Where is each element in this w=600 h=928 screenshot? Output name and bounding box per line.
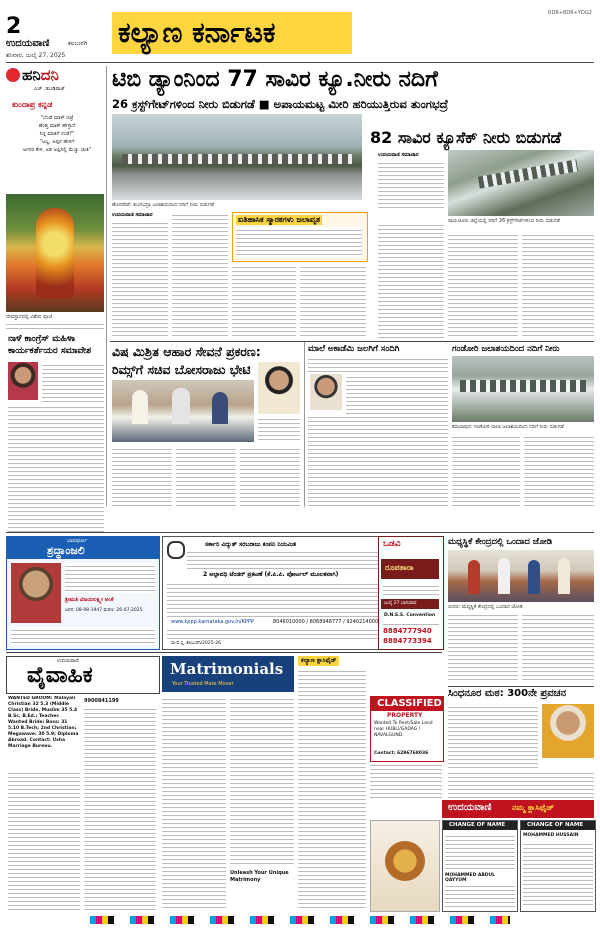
gandori-col-1 <box>452 434 520 506</box>
congress-headline-1: ನಾಳೆ ಕಾಂಗ್ರೆಸ್ ಮಹಿಳಾ <box>8 334 76 344</box>
food-minister-photo <box>258 362 300 414</box>
story82-col-2 <box>448 232 518 338</box>
lead-subhead: 26 ಕ್ರಸ್ಟ್‌ಗೇಟ್‌ಗಳಿಂದ ನೀರು ಬಿಡುಗಡೆ ■ ಅಪಾಯಮಟ್ಟ ಮೀರಿ ಹರಿಯುತ್ತಿರುವ ತುಂಗಭದ್ರೆ <box>112 97 449 111</box>
section-title: ಕಲ್ಯಾಣ ಕರ್ನಾಟಕ <box>118 16 276 49</box>
malige-text-c <box>308 414 448 506</box>
classified-title: CLASSIFIED <box>377 698 442 709</box>
odavi-shop: ರೂಪತಾರಾ <box>385 563 414 572</box>
page-number: 2 <box>6 14 22 39</box>
food-photo <box>112 380 254 442</box>
sindhanur-text-b <box>448 770 594 798</box>
shraddhanjali-photo <box>11 563 61 623</box>
tender-title: ಸರ್ಕಾರಿ ವಿದ್ಯುತ್ ಸರಬರಾಜು ಕಂಪನಿ ನಿಯಮಿತ <box>205 541 297 548</box>
congress-headline-2: ಕಾರ್ಯಕರ್ತೆಯರ ಸಮಾವೇಶ <box>8 346 92 356</box>
odavi-phone-1: 8884777940 <box>383 627 432 635</box>
odavi-main <box>378 536 444 650</box>
lead-headline: ಟಿಬಿ ಡ್ಯಾಂನಿಂದ 77 ಸಾವಿರ ಕ್ಯೂ.ನೀರು ನದಿಗೆ <box>112 67 438 92</box>
masthead-rule <box>6 62 594 63</box>
gandori-headline: ಗಂಡೋರಿ ಜಲಾಶಯದಿಂದ ನದಿಗೆ ನೀರು <box>452 344 560 354</box>
lead-dateline: ಉದಯವಾಣಿ ಸಮಾಚಾರ <box>112 212 153 218</box>
hanidani-verse <box>12 114 102 154</box>
food-col-3 <box>240 446 300 506</box>
lead-col-4 <box>300 264 366 338</box>
temple-caption-lines <box>6 321 104 331</box>
food-col-1 <box>112 446 172 506</box>
vaivahika-col-3 <box>162 696 226 910</box>
con1-title: CHANGE OF NAME <box>449 822 506 828</box>
vaivahika-col-2 <box>84 706 156 910</box>
con1-person: MOHAMMED ABDUL QAYYUM <box>445 873 496 883</box>
matrimonials-sub: Your Trusted Mate Mover <box>172 681 234 687</box>
tender-logo <box>167 541 185 559</box>
hanidani-byline: ಎಚ್. ಡುಂಡಿರಾಜ್ <box>34 86 65 92</box>
gandori-col-2 <box>524 434 594 506</box>
lead-dam-photo <box>112 114 362 200</box>
vaivahika-header <box>6 656 160 694</box>
story82-col-3 <box>522 232 594 338</box>
food-side-text <box>258 416 300 442</box>
congress-text-b <box>8 404 104 532</box>
classified-header-small: ಕಲ್ಯಾಣ ಕ್ಲಾಸಿಫೈಡ್ <box>298 656 339 666</box>
verse-line: ಹೆಂಡ್ತಿ ಮಾತ್ ಹೇಳ್ತಾನೆ <box>38 123 76 129</box>
shraddhanjali-name: ಶ್ರೀಮತಿ ವಿಜಯಲಕ್ಷ್ಮೀ ಅಂಕೆ <box>65 597 114 603</box>
story82-caption: ರಾಯಚೂರು ಜಿಲ್ಲೆಯಲ್ಲಿ ನದಿಗೆ 26 ಕ್ರಸ್ಟ್‌ಗೇಟ್‌ಗಳಿಂದ ನೀರು ಬಿಡುಗಡೆ <box>448 218 560 224</box>
tender-phone: 8046010000 / 8068948777 / 9240214000 <box>273 619 379 625</box>
center-story-photo <box>448 550 594 602</box>
temple-photo <box>6 194 104 312</box>
tender-website[interactable]: www.kppp.karnataka.gov.in/KPPP <box>171 619 254 625</box>
odavi-label: D.N.S.S. Convention <box>384 613 436 618</box>
sindhanur-headline: ಸಿಂಧನೂರ ಮಠ: 300ನೇ ಪ್ರವಚನ <box>448 688 567 699</box>
tender-footer: ಸಾ.ಪ.ಸ್ತ. ಕಲಬುರಗಿ/2025-26 <box>171 641 221 646</box>
story82-headline: 82 ಸಾವಿರ ಕ್ಯೂಸೆಕ್ ನೀರು ಬಿಡುಗಡೆ <box>370 128 562 147</box>
verse-line: ನಿನ್ನ ಮಾತಿಗೆ ರಂಡೆ?" <box>39 131 75 137</box>
change-of-name-2 <box>520 820 596 912</box>
hanidani-logo <box>6 68 20 82</box>
classified-col-2 <box>370 762 442 798</box>
center-col-2 <box>522 612 594 682</box>
mid-rule-3 <box>6 652 442 653</box>
sindhanur-photo <box>542 704 594 758</box>
shraddhanjali-title: ಶ್ರದ್ಧಾಂಜಲಿ <box>47 544 85 557</box>
malige-text-a <box>308 356 448 372</box>
gandori-photo <box>452 356 594 422</box>
center-col-1 <box>448 612 518 682</box>
story82-dateline: ಉದಯವಾಣಿ ಸಮಾಚಾರ <box>378 152 419 158</box>
vaivahika-title-small: ಉದಯವಾಣಿ <box>57 658 79 664</box>
story82-text-a <box>378 160 444 210</box>
city-label: ಕಲಬುರಗಿ <box>68 40 88 47</box>
vaivahika-phone: 9900841199 <box>84 698 119 704</box>
vaivahika-unleash: Unleash Your Unique Matrimony <box>230 870 289 883</box>
date-label: ಶನಿವಾರ, ಜುಲೈ 27, 2025 <box>6 52 66 59</box>
classified-sub: PROPERTY <box>387 712 423 719</box>
story82-col-1 <box>378 222 444 338</box>
heritage-box <box>232 212 368 262</box>
wanted-groom: WANTED GROOM: Malayali Christian 32 5.3 (Middle Class) Bride, Muslim 35 5.4 B.Sc, B.Ed.; Teacher. Wanted Bride: Boss: 31 5.10 B.Tech; 2nd Christian; Megawave: 30 5.9; Diploma Abroad. Contact: Usha Marriage Bureau. <box>8 696 79 749</box>
shraddhanjali-title-top: ಭಾವಪೂರ್ಣ <box>67 538 87 544</box>
classified-col-1 <box>298 668 366 910</box>
food-col-2 <box>176 446 236 506</box>
column-rule-left <box>106 66 107 506</box>
malige-portrait <box>310 374 342 410</box>
verse-line: ಅಗಸರ ಕೇಳಿ, ಅಡಿ ಅಪ್ಪಿಸಲ್ಲಿ ಮೆಚ್ಚು ಚಿಂತಿ" <box>22 147 92 153</box>
small-display-ad <box>370 820 440 912</box>
gandori-caption: ಕಮಲಾಪುರ: ಗಂಡೋರಿ ನಾಲಾ ಜಲಾಶಯದಿಂದ ನದಿಗೆ ನೀರು ಬಿಡುಗಡೆ <box>452 424 564 430</box>
vaivahika-col-4 <box>230 696 294 866</box>
vaivahika-title: ವೈವಾಹಿಕ <box>27 663 93 688</box>
hanidani-column <box>6 66 104 190</box>
shraddhanjali-dates: ಜನನ: 08-08-1947 ಮರಣ: 26-07-2025 <box>65 608 143 613</box>
namma-classified-banner <box>442 800 594 818</box>
classified-box <box>370 696 444 762</box>
odavi-event: ಜುಲೈ 27 ಭಾನುವಾರ <box>384 601 417 606</box>
registration-marks <box>90 916 510 924</box>
mid-rule-1 <box>110 341 594 342</box>
paper-name: ಉದಯವಾಣಿ <box>6 38 50 49</box>
sindhanur-text-a <box>448 704 538 768</box>
matrimonials-title: Matrimonials <box>170 660 284 678</box>
change-of-name-1 <box>442 820 518 912</box>
lead-col-1 <box>112 220 168 338</box>
lead-photo-caption: ಹೊಸಪೇಟೆ: ತುಂಗಭದ್ರಾ ಜಲಾಶಯದಿಂದ ನದಿಗೆ ನೀರು ಬಿಡುಗಡೆ <box>112 202 214 208</box>
congress-text-a <box>42 362 104 402</box>
vaivahika-col-1 <box>8 770 80 910</box>
con2-title: CHANGE OF NAME <box>527 822 584 828</box>
masthead <box>0 0 600 62</box>
malige-text-b <box>346 374 448 414</box>
heritage-headline: ಐತಿಹಾಸಿಕ ಸ್ಮಾರಕಗಳು ಜಲಾವೃತ <box>238 215 321 224</box>
odavi-phone-2: 8884773394 <box>383 637 432 645</box>
color-codes: RDR+BDR+YDG2 <box>548 10 592 16</box>
shraddhanjali-ad <box>6 536 160 650</box>
lead-col-3 <box>232 264 296 338</box>
matrimonials-header <box>162 656 294 692</box>
center-story-headline: ಮಧ್ಯಸ್ಥಿಕೆ ಕೇಂದ್ರದಲ್ಲಿ ಒಂದಾದ ಜೋಡಿ <box>448 537 553 547</box>
verse-line: "ಅಲ್ಲ, ಅಪ್ಪನ ಹೇಳಿಗೆ <box>39 139 75 145</box>
con2-person: MOHAMMED HUSSAIN <box>523 833 579 838</box>
hanidani-subtitle: ಕುಂದಾಪ್ರ ಕನ್ನಡ <box>12 100 53 109</box>
story82-photo <box>448 150 594 216</box>
congress-portrait <box>8 362 38 400</box>
mid-rule-2 <box>6 532 594 533</box>
classified-wanted: Wanted To Rent/Sale Land near HUBLI/GADAG / NAVALGUND. <box>374 721 433 738</box>
malige-headline: ಮಾಲೆ ಅಕಾಡೆಮಿ ಜಲಗಿಗೆ ಸಂದಿಗಿ <box>308 344 400 354</box>
food-headline-1: ವಿಷ ಮಿಶ್ರಿತ ಆಹಾರ ಸೇವನೆ ಪ್ರಕರಣ: <box>112 344 261 359</box>
hanidani-title-part2: ದನಿ <box>40 66 59 84</box>
namma-udayavani: ಉದಯವಾಣಿ <box>448 802 492 813</box>
center-story-caption: ಬೀದರ: ಮಧ್ಯಸ್ಥಿಕೆ ಕೇಂದ್ರದಲ್ಲಿ ಒಂದಾದ ಜೋಡಿ <box>448 604 523 610</box>
hanidani-title-part1: ಹನಿ <box>22 66 41 84</box>
food-headline-2: ರಿಮ್ಸ್‌ಗೆ ಸಚಿವ ಬೋಸರಾಜು ಭೇಟಿ <box>112 362 251 377</box>
namma-classified: ನಮ್ಮ ಕ್ಲಾಸಿಫೈಡ್ <box>512 803 555 812</box>
temple-caption: ದೇವಸ್ಥಾನದಲ್ಲಿ ವಿಶೇಷ ಪೂಜೆ <box>6 314 52 320</box>
lead-col-2 <box>172 212 228 338</box>
tender-headline: 2 ಅಲ್ಪಾವಧಿ ಟೆಂಡರ್ ಪ್ರಕಟಣೆ (ಕೆ.ಪಿ.ಪಿ. ಪೋರ್ಟಲ್ ಮೂಲಕವಾಗಿ) <box>203 571 339 578</box>
classified-contact: Contact: 6296768036 <box>374 751 429 756</box>
verse-line: "ಬೆಂಡೆ ಮಾತ್ ಬಿಟ್ರೆ <box>40 115 74 121</box>
odavi-logo: ಒಡವಿ <box>383 539 401 549</box>
